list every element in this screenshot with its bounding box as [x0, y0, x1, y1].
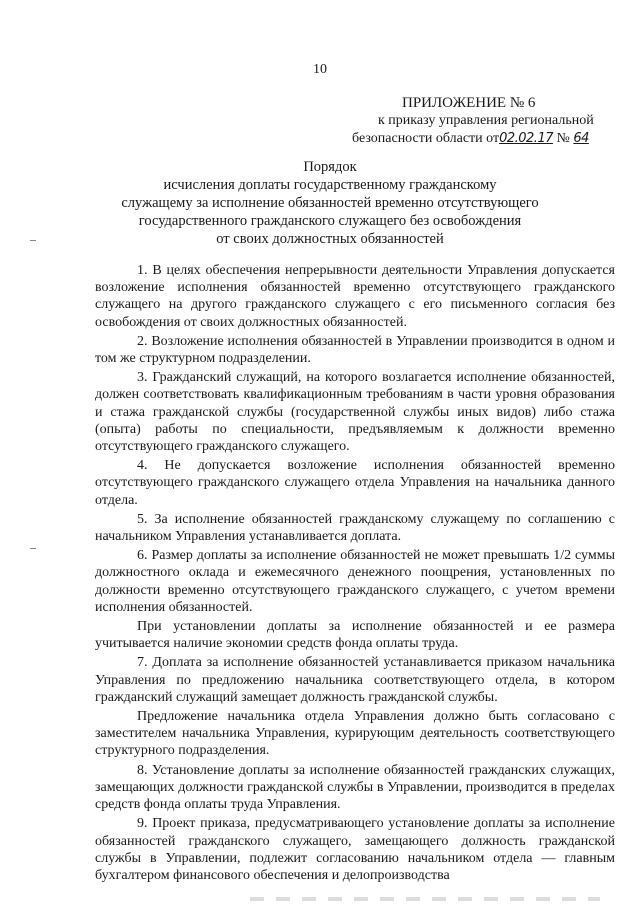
appendix-header — [330, 94, 630, 148]
title-line-3: служащему за исполнение обязанностей временно отсутствующего — [121, 195, 539, 211]
scan-artifact-footer — [250, 897, 600, 901]
page-number: 10 — [313, 62, 327, 77]
paragraph-1: 1. В целях обеспечения непрерывности деятельности Управления допускается возложение исполнения обязанностей временно отсутствующего гражданского служащего на другого гражданского служащего с его письменного согласия без освобождения от своих должностных обязанностей. — [95, 263, 615, 330]
appendix-line2-prefix: безопасности области от — [352, 131, 500, 146]
paragraph-3: 3. Гражданский служащий, на которого возлагается исполнение обязанностей, должен соответствовать квалификационным требованиям в части уровня образования и стажа гражданской службы (государственной службы иных видов) либо стажа (опыта) работы по специальности, предъявляемым к должности временно отсутствующего гражданского служащего. — [95, 370, 615, 455]
title-line-1: Порядок — [303, 159, 357, 175]
title-line-5: от своих должностных обязанностей — [216, 231, 444, 247]
paragraph-8: 8. Установление доплаты за исполнение обязанностей гражданских служащих, замещающих должности гражданской службы в Управлении, производится в пределах средств фонда оплаты труда Управления. — [95, 762, 615, 813]
paragraph-9: 9. Проект приказа, предусматривающего установление доплаты за исполнение обязанностей гражданского служащего, замещающего должность гражданской службы в Управлении, подлежит согласованию начальником отдела — главным бухгалтером финансового обеспечения и делопроизводства — [95, 816, 615, 883]
paragraph-6-cont: При установлении доплаты за исполнение обязанностей и ее размера учитывается наличие экономии средств фонда оплаты труда. — [95, 619, 615, 652]
paragraph-7: 7. Доплата за исполнение обязанностей устанавливается приказом начальника Управления по предложению начальника соответствующего отдела, в котором гражданский служащий замещает должность гражданской службы. — [95, 655, 615, 705]
handwritten-number: 64 — [573, 131, 589, 146]
paragraph-7-cont: Предложение начальника отдела Управления должно быть согласовано с заместителем начальника Управления, курирующим деятельность соответствующего структурного подразделения. — [95, 709, 615, 759]
paragraph-4: 4. Не допускается возложение исполнения обязанностей временно отсутствующего гражданского служащего отдела Управления на начальника данного отдела. — [95, 458, 615, 508]
scan-mark — [30, 240, 36, 241]
appendix-line2 — [330, 130, 630, 148]
document-title — [110, 158, 550, 248]
handwritten-date: 02.02.17 — [499, 131, 553, 146]
document-body — [95, 262, 615, 886]
paragraph-6: 6. Размер доплаты за исполнение обязанностей не может превышать 1/2 суммы должностного оклада и ежемесячного денежного поощрения, установленных по должности временно отсутствующего гражданского служащего, с учетом времени исполнения обязанностей. — [95, 548, 615, 615]
appendix-title: ПРИЛОЖЕНИЕ № 6 — [402, 95, 536, 111]
paragraph-5: 5. За исполнение обязанностей гражданскому служащему по соглашению с начальником Управления устанавливается доплата. — [95, 511, 615, 545]
paragraph-2: 2. Возложение исполнения обязанностей в Управлении производится в одном и том же структурном подразделении. — [95, 333, 615, 367]
appendix-line1: к приказу управления региональной — [378, 113, 594, 128]
number-sign: № — [556, 131, 570, 146]
title-line-4: государственного гражданского служащего без освобождения — [138, 213, 522, 229]
title-line-2: исчисления доплаты государственному гражданскому — [163, 177, 497, 193]
scan-mark — [30, 548, 36, 549]
